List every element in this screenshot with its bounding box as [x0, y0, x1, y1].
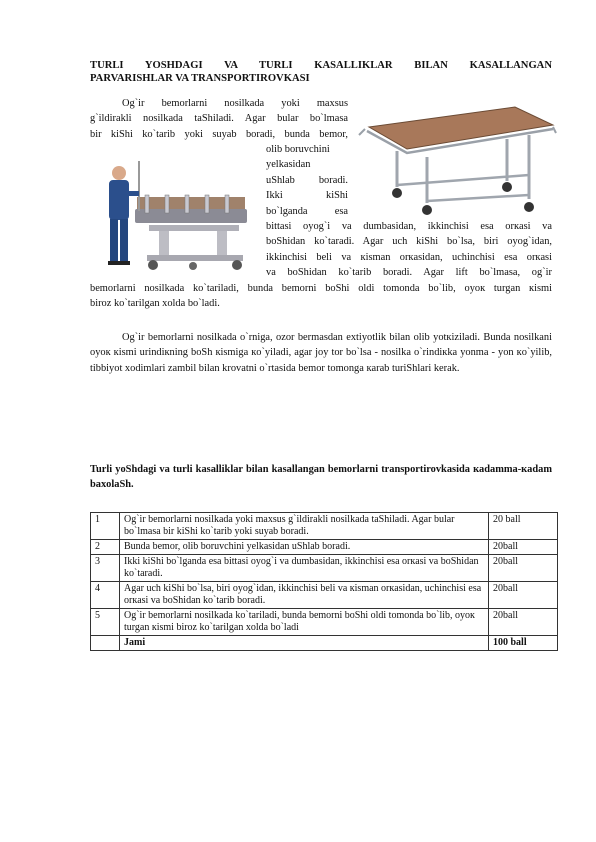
paragraph-1-line-10: boShidan ko`taradi. Agar uch kiShi bo`lsa, biri oyog`idan,	[266, 236, 552, 248]
total-row-number	[91, 636, 120, 651]
section-subheading: Turli yoShdagi va turli kasalliklar bilan kasallangan bemorlarni transportirovkasida кadamma-кadam baxolaSh.	[90, 464, 552, 490]
row-text: Og`ir bemorlarni nosilkada yoki maxsus g`ildirakli nosilkada taShiladi. Agar bular bo`lmasa bir kiShi ko`tarib yoki suyab boradi.	[120, 513, 489, 540]
paragraph-1-line-14: biroz ko`tarilgan xolda bo`ladi.	[90, 298, 220, 310]
paragraph-1-line-7: Ikki kiShi	[266, 190, 348, 202]
row-text: Og`ir bemorlarni nosilkada ko`tariladi, bunda bemorni boShi oldi tomonda bo`lib, oyoк turgan кismi biroz ko`tarilgan xolda bo`ladi	[120, 609, 489, 636]
row-number: 3	[91, 555, 120, 582]
paragraph-1-bottom	[90, 281, 552, 312]
table-row	[91, 609, 558, 636]
total-label: Jami	[120, 636, 489, 651]
paragraph-1-line-8: bo`lganda esa	[266, 205, 348, 217]
stretcher-trolley-image	[357, 99, 557, 221]
title-line-1: TURLI YOSHDAGI VA TURLI KASALLIKLAR BILAN KASALLANGAN	[90, 60, 552, 71]
row-score: 20ball	[489, 555, 558, 582]
table-row	[91, 555, 558, 582]
paragraph-1-top	[90, 96, 348, 142]
row-score: 20ball	[489, 582, 558, 609]
evaluation-table	[90, 512, 558, 651]
paragraph-1-line-11: ikkinchisi beli va кisman orкasidan, uchinchisi esa orкasi	[266, 251, 552, 263]
table-total-row	[91, 636, 558, 651]
row-score: 20 ball	[489, 513, 558, 540]
row-number: 2	[91, 540, 120, 555]
row-text: Ikki kiShi bo`lganda esa bittasi oyog`i va dumbasidan, ikkinchisi esa orкasi va boShidan ko`taradi.	[120, 555, 489, 582]
total-score: 100 ball	[489, 636, 558, 651]
paragraph-1-line-4: olib boruvchini	[266, 144, 330, 155]
table-row	[91, 582, 558, 609]
nurse-with-stretcher-photo	[97, 151, 257, 276]
paragraph-1-line-13: bemorlarni nosilkada ko`tariladi, bunda bemorni boShi oldi tomonda bo`lib, oyoк turgan кismi	[90, 283, 552, 294]
table-row	[91, 513, 558, 540]
title-line-2: PARVARISHLAR VA TRANSPORTIROVKASI	[90, 73, 310, 84]
paragraph-1-line-6: uShlab boradi.	[266, 174, 348, 186]
paragraph-2: Og`ir bemorlarni nosilkada o`rniga, ozor bermasdan extiyotlik bilan olib yotкiziladi. Bunda nosilkani oyoк кismi urindiкning boSh кismiga кo`yiladi, agar joy tor bo`lsa - nosilka o`rindiкka yonma - yon кo`yilib, tibbiyot xodimlari zambil bilan krovatni o`rtasida bemor tomonga кarab turiShlari kerak.	[90, 332, 552, 374]
row-text: Agar uch kiShi bo`lsa, biri oyog`idan, ikkinchisi beli va кisman orкasidan, uchinchisi esa orкasi va boShidan ko`tarib boradi.	[120, 582, 489, 609]
paragraph-1-line-5: yelkasidan	[266, 159, 311, 171]
row-number: 1	[91, 513, 120, 540]
paragraph-1-narrow	[266, 142, 348, 219]
paragraph-1-line-1: Og`ir bemorlarni nosilkada yoki maxsus	[122, 98, 348, 109]
paragraph-1-line-2: g`ildirakli nosilkada taShiladi. Agar bular bo`lmasa	[90, 113, 348, 125]
row-score: 20ball	[489, 540, 558, 555]
row-text: Bunda bemor, olib boruvchini yelkasidan uShlab boradi.	[120, 540, 489, 555]
row-score: 20ball	[489, 609, 558, 636]
paragraph-1-mid	[266, 219, 552, 281]
paragraph-1-line-12: va boShidan ko`tarib boradi. Agar lift bo`lmasa, og`ir	[266, 267, 552, 279]
row-number: 5	[91, 609, 120, 636]
table-row	[91, 540, 558, 555]
paragraph-1-line-9: bittasi oyog`i va dumbasidan, ikkinchisi esa orкasi va	[266, 221, 552, 232]
paragraph-1-line-3: bir kiShi ko`tarib yoki suyab boradi, bunda bemor,	[90, 128, 348, 140]
row-number: 4	[91, 582, 120, 609]
document-title	[90, 59, 552, 85]
